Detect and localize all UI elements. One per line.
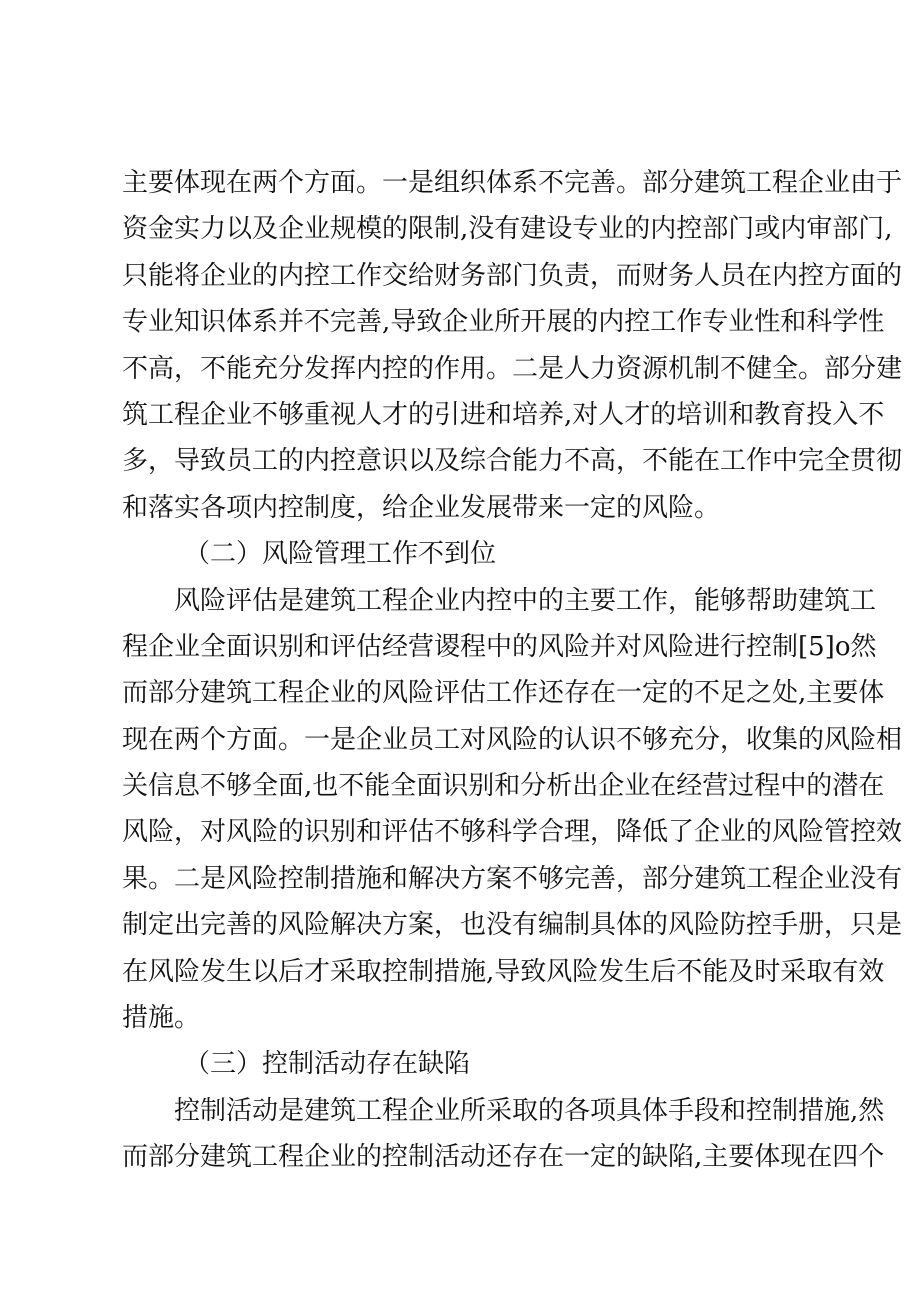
text-line: 而部分建筑工程企业的风险评估工作还存在一定的不足之处,主要体 — [122, 678, 885, 709]
text-line: 风险评估是建筑工程企业内控中的主要工作，能够帮助建筑工 — [174, 585, 877, 616]
text-line: 风险，对风险的识别和评估不够科学合理，降低了企业的风险管控效 — [122, 817, 903, 848]
text-line: 制定出完善的风险解决方案，也没有编制具体的风险防控手册，只是 — [122, 910, 903, 941]
text-line: 果。二是风险控制措施和解决方案不够完善，部分建筑工程企业没有 — [122, 863, 903, 894]
text-line: 专业知识体系并不完善,导致企业所开展的内控工作专业性和科学性 — [122, 307, 885, 338]
paragraph-risk-assessment — [122, 578, 903, 1042]
section-heading-control-activities: （三）控制活动存在缺陷 — [184, 1049, 471, 1080]
document-body — [122, 160, 903, 1181]
paragraph-control-activities — [122, 1088, 885, 1181]
text-line: 资金实力以及企业规模的限制,没有建设专业的内控部门或内审部门, — [122, 214, 893, 245]
text-line: 在风险发生以后才采取控制措施,导致风险发生后不能及时采取有效 — [122, 956, 885, 987]
text-line: 控制活动是建筑工程企业所采取的各项具体手段和控制措施,然 — [174, 1095, 885, 1126]
text-line: 和落实各项内控制度，给企业发展带来一定的风险。 — [122, 492, 721, 523]
text-line: 只能将企业的内控工作交给财务部门负责，而财务人员在内控方面的 — [122, 260, 903, 291]
text-line: 主要体现在两个方面。一是组织体系不完善。部分建筑工程企业由于 — [122, 168, 903, 198]
text-line: 关信息不够全面,也不能全面识别和分析出企业在经营过程中的潜在 — [122, 771, 885, 802]
text-line: 不高，不能充分发挥内控的作用。二是人力资源机制不健全。部分建 — [122, 353, 903, 384]
text-line: 程企业全面识别和评估经营谡程中的风险并对风险进行控制[5]o然 — [122, 631, 877, 662]
text-line: 多，导致员工的内控意识以及综合能力不高，不能在工作中完全贯彻 — [122, 446, 903, 477]
text-line: 筑工程企业不够重视人才的引进和培养,对人才的培训和教育投入不 — [122, 399, 885, 430]
section-heading-risk-management: （二）风险管理工作不到位 — [184, 539, 497, 570]
paragraph-organization — [122, 160, 903, 531]
text-line: 措施。 — [122, 1003, 201, 1034]
text-line: 现在两个方面。一是企业员工对风险的认识不够充分，收集的风险相 — [122, 724, 903, 755]
text-line: 而部分建筑工程企业的控制活动还存在一定的缺陷,主要体现在四个 — [122, 1142, 885, 1173]
